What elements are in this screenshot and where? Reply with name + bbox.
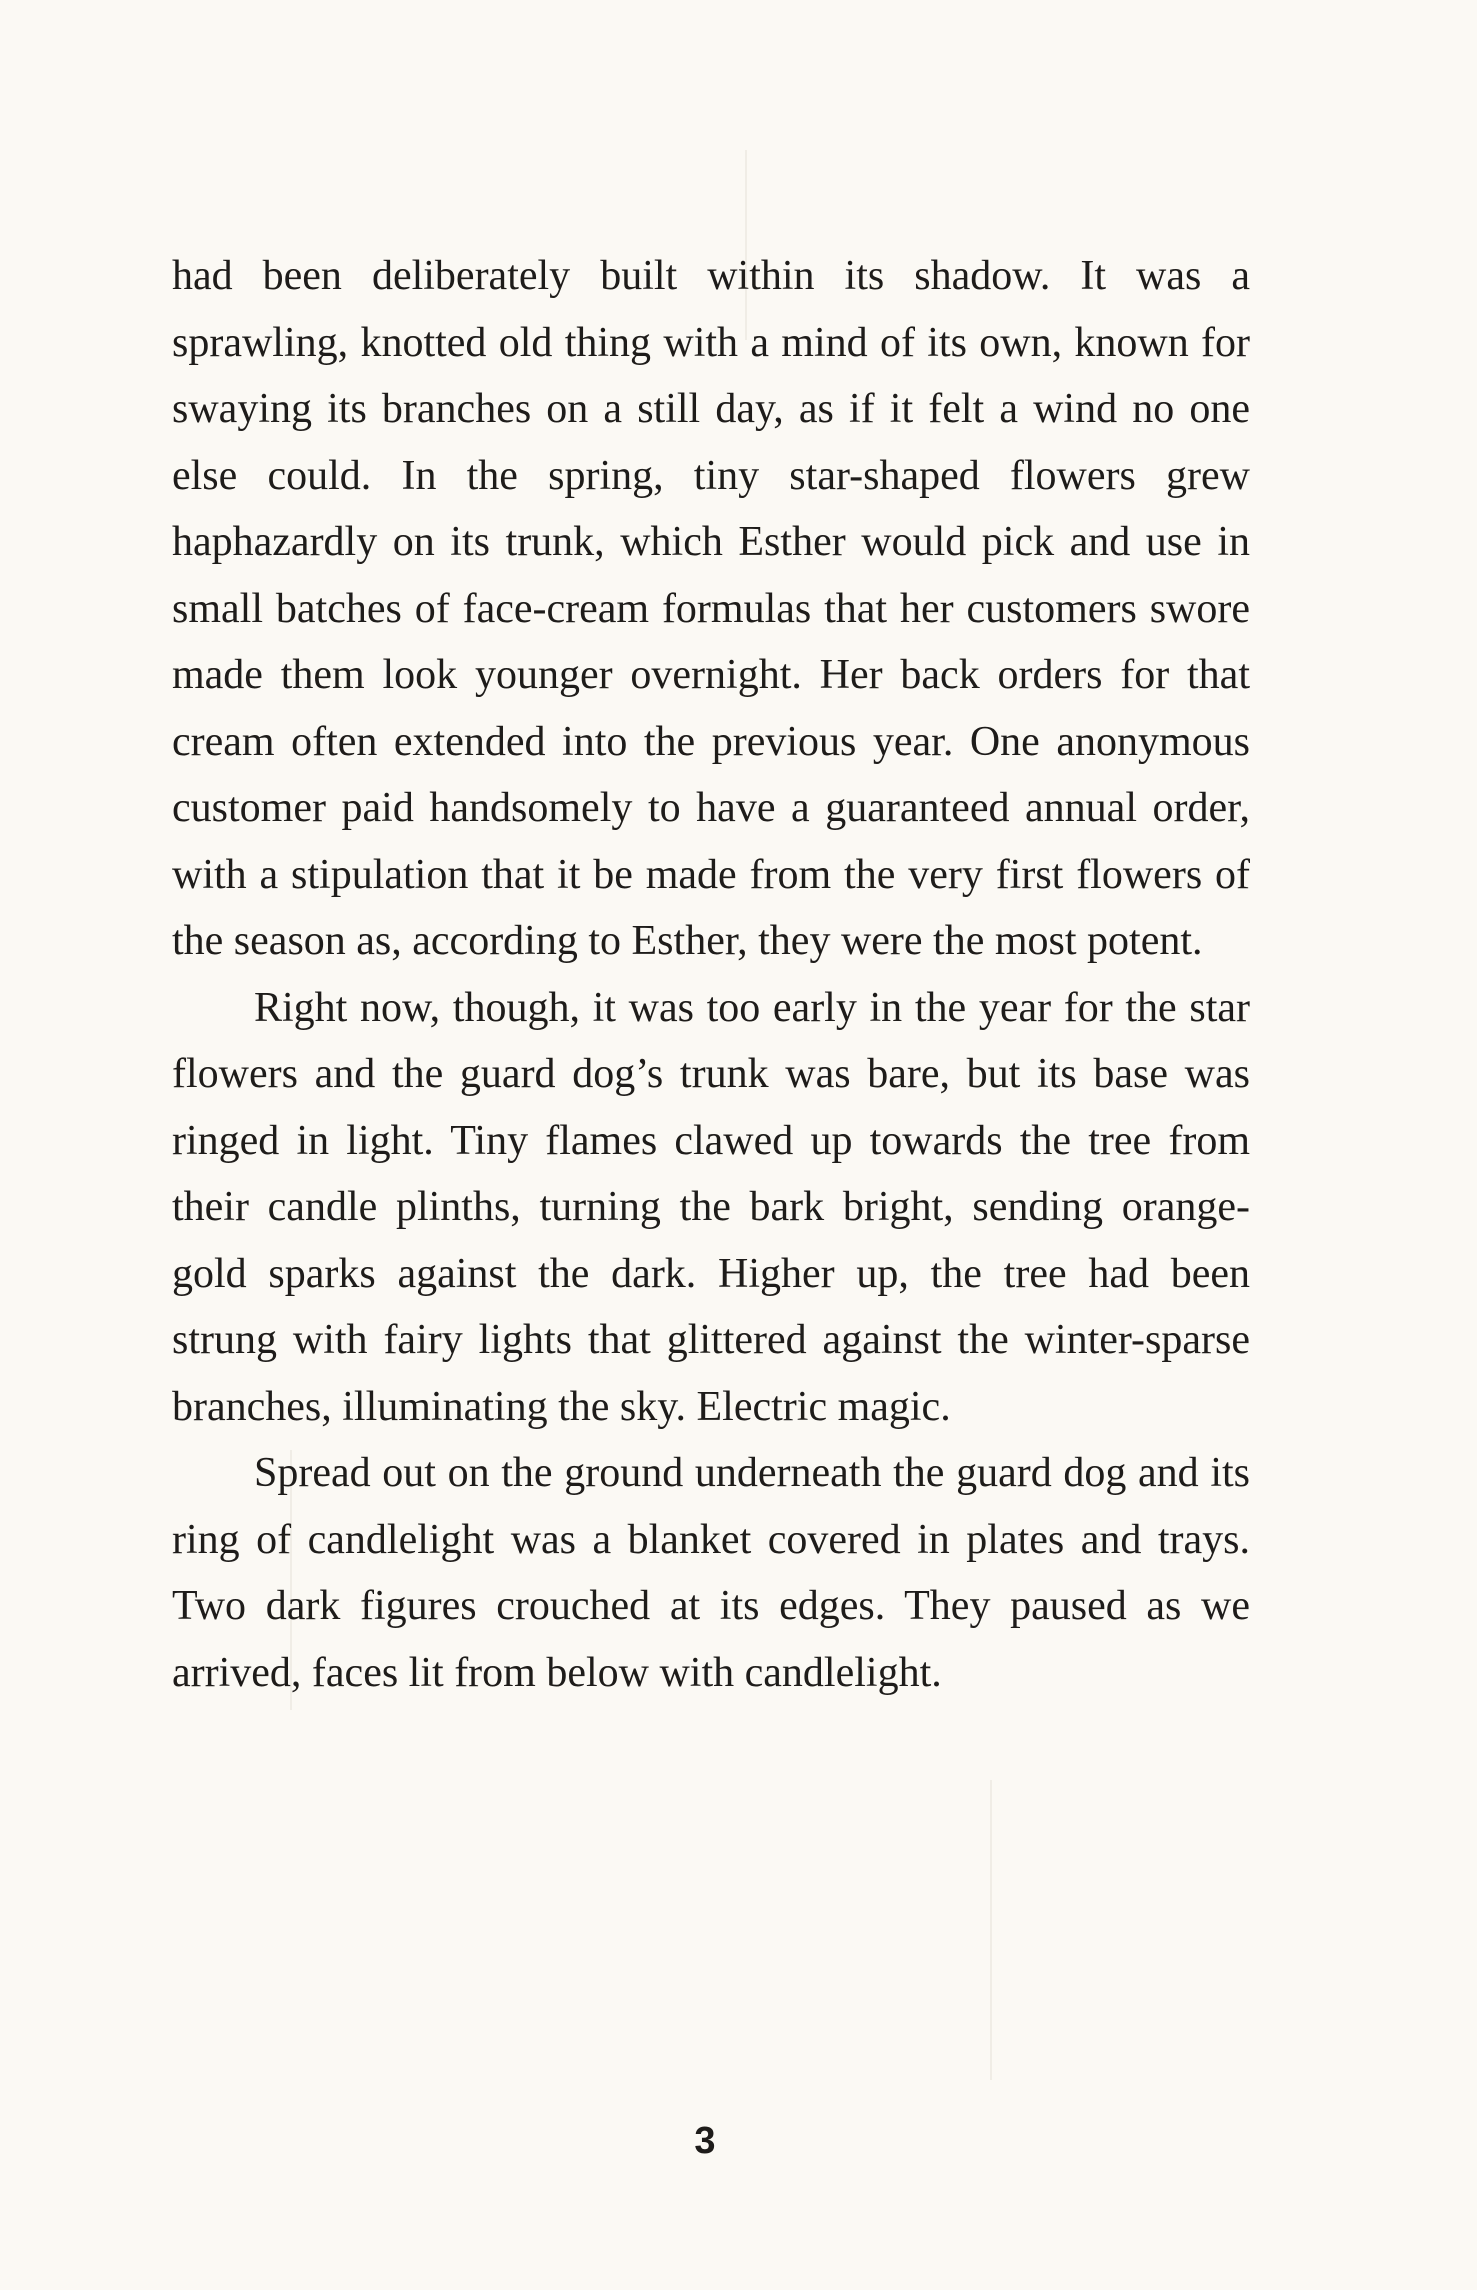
paragraph-1: had been deliberately built within its shadow. It was a sprawling, knotted old thing with a mind of its own, known for swaying its branches on a still day, as if it felt a wind no one else could. In the spring, tiny star-shaped flowers grew haphazardly on its trunk, which Esther would pick and use in small batches of face-cream formulas that her customers swore made them look younger overnight. Her back orders for that cream often extended into the previous year. One anonymous customer paid handsomely to have a guaranteed annual order, with a stipulation that it be made from the very first flowers of the season as, according to Esther, they were the most potent. [172, 253, 1250, 964]
paragraph-3: Spread out on the ground underneath the guard dog and its ring of candlelight was a blanket covered in plates and trays. Two dark figures crouched at its edges. They paused as we arrived, faces lit from below with candlelight. [172, 1450, 1250, 1696]
show-through-mark [990, 1780, 992, 2080]
paragraph-2: Right now, though, it was too early in the year for the star flowers and the guard dog’s trunk was bare, but its base was ringed in light. Tiny flames clawed up towards the tree from their candle plinths, turning the bark bright, sending orange-gold sparks against the dark. Higher up, the tree had been strung with fairy lights that glittered against the winter-sparse branches, illuminating the sky. Electric magic. [172, 984, 1250, 1430]
page-number: 3 [694, 2120, 716, 2162]
body-text [172, 243, 1250, 1706]
